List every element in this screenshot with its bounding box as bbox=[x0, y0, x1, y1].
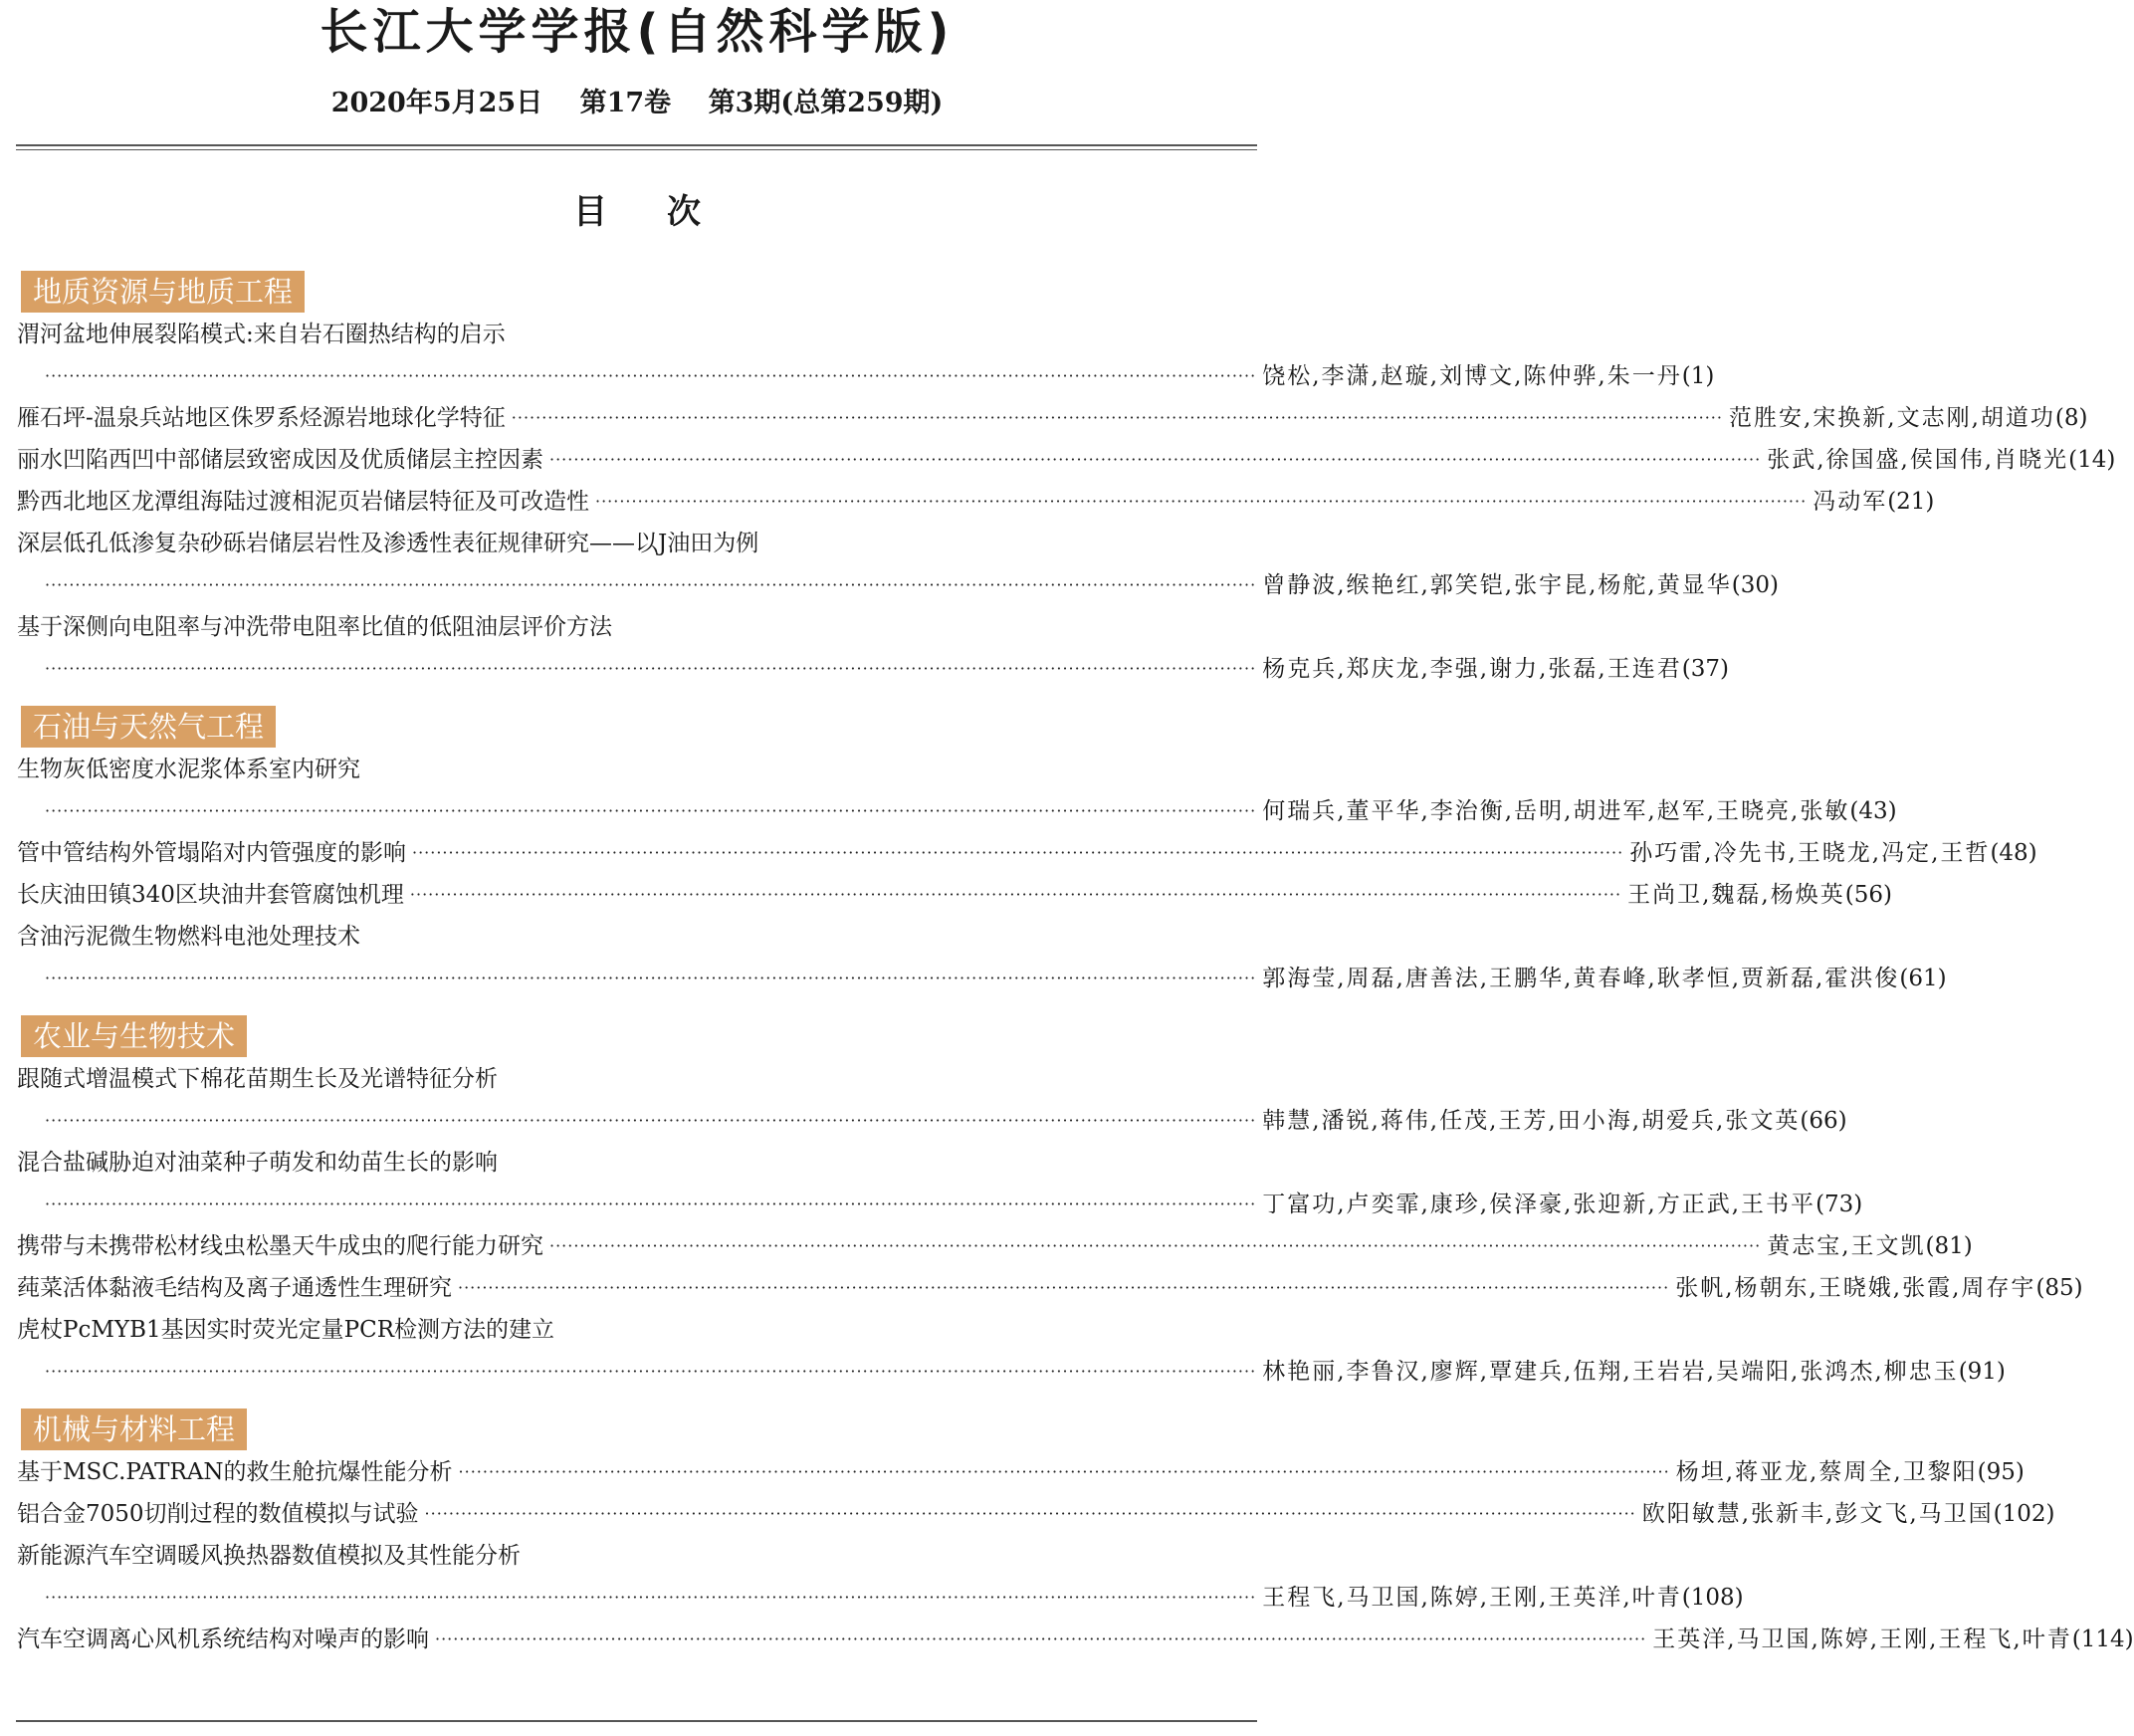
article-title-line bbox=[17, 916, 1257, 958]
article-title: 铝合金7050切削过程的数值模拟与试验 bbox=[17, 1501, 419, 1527]
article-page: (95) bbox=[1977, 1459, 2025, 1485]
header-divider bbox=[16, 144, 1257, 146]
article-line bbox=[17, 1451, 2025, 1493]
article-authors: 郭海莹,周磊,唐善法,王鹏华,黄春峰,耿孝恒,贾新磊,霍洪俊 bbox=[1262, 966, 1900, 991]
article-author-line bbox=[17, 1577, 1744, 1619]
leader-dots: ········································································································································································································ bbox=[458, 1462, 1670, 1481]
section-heading: 石油与天然气工程 bbox=[21, 706, 276, 748]
leader-dots: ········································································································································································································ bbox=[549, 450, 1762, 469]
leader-dots: ········································································································································································································ bbox=[45, 801, 1257, 820]
article-author-line bbox=[17, 1100, 1847, 1142]
article-page: (61) bbox=[1899, 966, 1947, 991]
article-page: (37) bbox=[1681, 656, 1729, 682]
article-authors: 张帆,杨朝东,王晓娥,张霞,周存宇 bbox=[1675, 1275, 2036, 1301]
leader-dots: ········································································································································································································ bbox=[424, 1504, 1636, 1523]
article-title: 深层低孔低渗复杂砂砾岩储层岩性及渗透性表征规律研究——以J油田为例 bbox=[17, 531, 759, 556]
issue-volume: 第17卷 bbox=[579, 88, 672, 118]
article-line bbox=[17, 1267, 2083, 1309]
article-page: (48) bbox=[1990, 840, 2037, 866]
toc-list bbox=[17, 271, 2134, 1660]
section-heading: 地质资源与地质工程 bbox=[21, 271, 305, 313]
article-page: (56) bbox=[1844, 882, 1892, 908]
article-title: 新能源汽车空调暖风换热器数值模拟及其性能分析 bbox=[17, 1543, 521, 1569]
leader-dots: ········································································································································································································ bbox=[45, 1194, 1257, 1213]
article-page: (73) bbox=[1815, 1192, 1863, 1217]
header-divider-thin bbox=[16, 149, 1257, 150]
article-line bbox=[17, 1619, 2134, 1660]
article-line bbox=[17, 439, 2116, 481]
article-line bbox=[17, 1493, 2055, 1535]
leader-dots: ········································································································································································································ bbox=[45, 1362, 1257, 1381]
leader-dots: ········································································································································································································ bbox=[45, 969, 1257, 987]
section-heading: 机械与材料工程 bbox=[21, 1409, 247, 1450]
article-author-line bbox=[17, 648, 1729, 690]
article-title-line bbox=[17, 1309, 1257, 1351]
journal-title: 长江大学学报(自然科学版) bbox=[320, 4, 955, 60]
article-authors: 韩慧,潘锐,蒋伟,任茂,王芳,田小海,胡爱兵,张文英 bbox=[1262, 1108, 1801, 1134]
article-authors: 冯动军 bbox=[1813, 489, 1888, 515]
section-gap bbox=[17, 690, 1257, 706]
leader-dots: ········································································································································································································ bbox=[549, 1236, 1762, 1255]
article-title: 生物灰低密度水泥浆体系室内研究 bbox=[17, 757, 360, 782]
article-author-line bbox=[17, 1184, 1863, 1225]
article-authors: 林艳丽,李鲁汉,廖辉,覃建兵,伍翔,王岩岩,吴端阳,张鸿杰,柳忠玉 bbox=[1262, 1359, 1959, 1385]
article-title: 携带与未携带松材线虫松墨天牛成虫的爬行能力研究 bbox=[17, 1233, 543, 1259]
article-page: (30) bbox=[1731, 572, 1779, 598]
article-line bbox=[17, 1225, 1973, 1267]
issue-number: 第3期(总第259期) bbox=[708, 88, 944, 118]
article-line bbox=[17, 397, 2088, 439]
article-title: 渭河盆地伸展裂陷模式:来自岩石圈热结构的启示 bbox=[17, 322, 506, 347]
article-page: (8) bbox=[2054, 405, 2088, 431]
article-title: 含油污泥微生物燃料电池处理技术 bbox=[17, 924, 360, 950]
article-authors: 王英洋,马卫国,陈婷,王刚,王程飞,叶青 bbox=[1652, 1627, 2072, 1652]
leader-dots: ········································································································································································································ bbox=[511, 408, 1723, 427]
leader-dots: ········································································································································································································ bbox=[435, 1629, 1647, 1648]
article-author-line bbox=[17, 355, 1715, 397]
article-page: (114) bbox=[2071, 1627, 2134, 1652]
article-author-line bbox=[17, 790, 1897, 832]
article-authors: 欧阳敏慧,张新丰,彭文飞,马卫国 bbox=[1641, 1501, 1994, 1527]
issue-info bbox=[0, 84, 1274, 123]
article-title-line bbox=[17, 1142, 1257, 1184]
article-title: 雁石坪-温泉兵站地区侏罗系烃源岩地球化学特征 bbox=[17, 405, 506, 431]
article-title-line bbox=[17, 606, 1257, 648]
article-title: 莼菜活体黏液毛结构及离子通透性生理研究 bbox=[17, 1275, 452, 1301]
article-title: 汽车空调离心风机系统结构对噪声的影响 bbox=[17, 1627, 429, 1652]
leader-dots: ········································································································································································································ bbox=[595, 492, 1808, 511]
article-line bbox=[17, 874, 1892, 916]
article-title: 丽水凹陷西凹中部储层致密成因及优质储层主控因素 bbox=[17, 447, 543, 473]
article-line bbox=[17, 481, 1935, 523]
article-title: 跟随式增温模式下棉花苗期生长及光谱特征分析 bbox=[17, 1066, 498, 1092]
article-authors: 何瑞兵,董平华,李治衡,岳明,胡进军,赵军,王晓亮,张敏 bbox=[1262, 798, 1850, 824]
section-gap bbox=[17, 999, 1257, 1015]
leader-dots: ········································································································································································································ bbox=[45, 366, 1257, 385]
article-author-line bbox=[17, 564, 1779, 606]
article-authors: 王程飞,马卫国,陈婷,王刚,王英洋,叶青 bbox=[1262, 1585, 1682, 1611]
article-title: 长庆油田镇340区块油井套管腐蚀机理 bbox=[17, 882, 404, 908]
article-page: (43) bbox=[1849, 798, 1897, 824]
article-title: 黔西北地区龙潭组海陆过渡相泥页岩储层特征及可改造性 bbox=[17, 489, 589, 515]
article-authors: 范胜安,宋换新,文志刚,胡道功 bbox=[1728, 405, 2055, 431]
article-page: (81) bbox=[1925, 1233, 1973, 1259]
article-authors: 曾静波,缑艳红,郭笑铠,张宇昆,杨舵,黄显华 bbox=[1262, 572, 1732, 598]
article-authors: 杨克兵,郑庆龙,李强,谢力,张磊,王连君 bbox=[1262, 656, 1682, 682]
article-title-line bbox=[17, 523, 1257, 564]
article-authors: 张武,徐国盛,侯国伟,肖晓光 bbox=[1767, 447, 2069, 473]
footer-divider bbox=[16, 1720, 1257, 1722]
leader-dots: ········································································································································································································ bbox=[45, 659, 1257, 678]
article-title: 基于深侧向电阻率与冲洗带电阻率比值的低阻油层评价方法 bbox=[17, 614, 612, 640]
article-authors: 黄志宝,王文凯 bbox=[1767, 1233, 1926, 1259]
article-page: (102) bbox=[1993, 1501, 2055, 1527]
toc-heading: 目次 bbox=[573, 192, 760, 232]
article-page: (108) bbox=[1681, 1585, 1744, 1611]
article-page: (1) bbox=[1681, 363, 1715, 389]
section-gap bbox=[17, 1393, 1257, 1409]
article-page: (66) bbox=[1800, 1108, 1847, 1134]
article-title-line bbox=[17, 1058, 1257, 1100]
article-title: 基于MSC.PATRAN的救生舱抗爆性能分析 bbox=[17, 1459, 453, 1485]
article-title-line bbox=[17, 314, 1257, 355]
article-title-line bbox=[17, 1535, 1257, 1577]
leader-dots: ········································································································································································································ bbox=[45, 1111, 1257, 1130]
article-title: 管中管结构外管塌陷对内管强度的影响 bbox=[17, 840, 406, 866]
article-authors: 杨坦,蒋亚龙,蔡周全,卫黎阳 bbox=[1675, 1459, 1978, 1485]
article-title: 虎杖PcMYB1基因实时荧光定量PCR检测方法的建立 bbox=[17, 1317, 555, 1343]
leader-dots: ········································································································································································································ bbox=[45, 575, 1257, 594]
article-author-line bbox=[17, 1351, 2006, 1393]
article-authors: 丁富功,卢奕霏,康珍,侯泽豪,张迎新,方正武,王书平 bbox=[1262, 1192, 1816, 1217]
article-line bbox=[17, 832, 2037, 874]
article-page: (91) bbox=[1958, 1359, 2006, 1385]
leader-dots: ········································································································································································································ bbox=[409, 885, 1622, 904]
leader-dots: ········································································································································································································ bbox=[458, 1278, 1670, 1297]
article-author-line bbox=[17, 958, 1947, 999]
article-page: (21) bbox=[1887, 489, 1935, 515]
article-page: (85) bbox=[2035, 1275, 2083, 1301]
section-heading: 农业与生物技术 bbox=[21, 1015, 247, 1057]
article-title-line bbox=[17, 749, 1257, 790]
leader-dots: ········································································································································································································ bbox=[45, 1588, 1257, 1607]
article-authors: 孙巧雷,冷先书,王晓龙,冯定,王哲 bbox=[1629, 840, 1991, 866]
leader-dots: ········································································································································································································ bbox=[412, 843, 1624, 862]
article-title: 混合盐碱胁迫对油菜种子萌发和幼苗生长的影响 bbox=[17, 1150, 498, 1176]
article-authors: 王尚卫,魏磊,杨焕英 bbox=[1627, 882, 1845, 908]
article-authors: 饶松,李潇,赵璇,刘博文,陈仲骅,朱一丹 bbox=[1262, 363, 1682, 389]
issue-date: 2020年5月25日 bbox=[330, 88, 543, 118]
article-page: (14) bbox=[2068, 447, 2116, 473]
